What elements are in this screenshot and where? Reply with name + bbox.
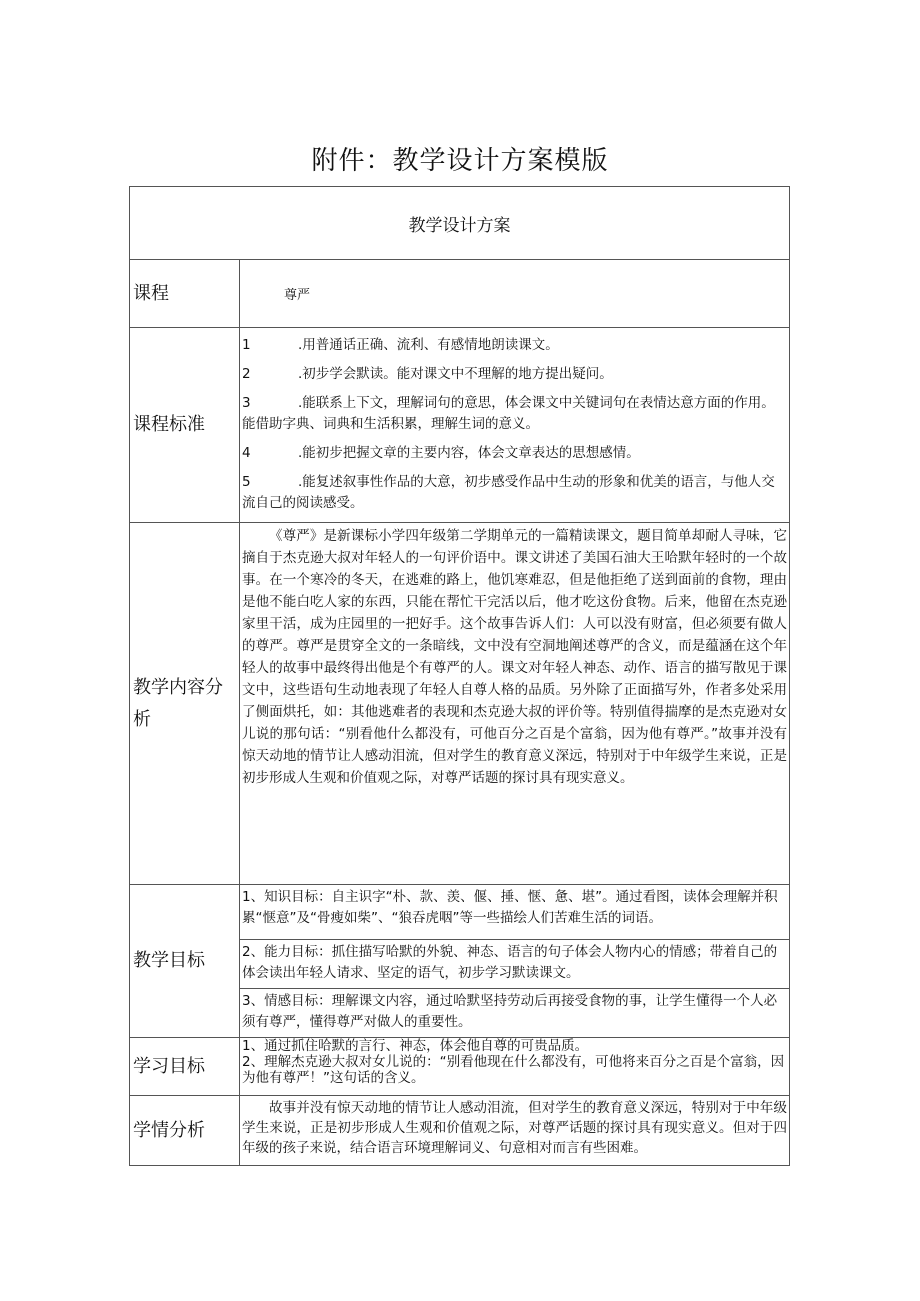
student-analysis-label: 学情分析: [130, 1096, 240, 1166]
teaching-goals-label: 教学目标: [130, 885, 240, 1038]
student-analysis-cell: [240, 1096, 790, 1166]
document-title: 附件：教学设计方案模版: [311, 146, 609, 176]
standard-item: 3 .能联系上下文，理解词句的意思，体会课文中关键词句在表情达意方面的作用。能借助字典、词典和生活积累，理解生词的意义。: [242, 395, 775, 432]
standards-row: [130, 328, 790, 523]
learning-goals-cell: [240, 1038, 790, 1096]
table-header: 教学设计方案: [130, 187, 790, 260]
content-analysis-cell: [240, 523, 790, 885]
course-label: 课程: [130, 260, 240, 328]
standard-item: 2 .初步学会默读。能对课文中不理解的地方提出疑问。: [242, 366, 613, 382]
teaching-goals-cell: [240, 885, 790, 1038]
standard-item: 5 .能复述叙事性作品的大意，初步感受作品中生动的形象和优美的语言，与他人交流自己的阅读感受。: [242, 474, 775, 511]
learning-goal-item: 2、理解杰克逊大叔对女儿说的：“别看他现在什么都没有，可他将来百分之百是个富翁，因为他有尊严！”这句话的含义。: [242, 1054, 785, 1086]
standards-label: 课程标准: [130, 328, 240, 523]
standards-content: [240, 328, 790, 523]
knowledge-goal: 1、知识目标：自主识字“朴、款、羡、偃、捶、惬、惫、堪”。通过看图，读体会理解并积累“惬意”及“骨瘦如柴”、“狼吞虎咽”等一些描绘人们苦难生活的词语。: [242, 889, 778, 926]
content-analysis-label: 教学内容分析: [130, 523, 240, 885]
emotion-goal: 3、情感目标：理解课文内容，通过哈默坚持劳动后再接受食物的事，让学生懂得一个人必须有尊严，懂得尊严对做人的重要性。: [240, 988, 789, 1037]
learning-goals-row: [130, 1038, 790, 1096]
standard-item: 4 .能初步把握文章的主要内容，体会文章表达的思想感情。: [242, 445, 640, 461]
content-analysis-text: 《尊严》是新课标小学四年级第二学期单元的一篇精读课文，题目简单却耐人寻味，它摘自于杰克逊大叔对年轻人的一句评价语中。课文讲述了美国石油大王哈默年轻时的一个故事。在一个寒冷的冬天，在逃难的路上，他饥寒难忍，但是他拒绝了送到面前的食物，理由是他不能白吃人家的东西，只能在帮忙干完活以后，他才吃这份食物。后来，他留在杰克逊家里干活，成为庄园里的一把好手。这个故事告诉人们：人可以没有财富，但必须要有做人的尊严。尊严是贯穿全文的一条暗线，文中没有空洞地阐述尊严的含义，而是蕴涵在这个年轻人的故事中最终得出他是个有尊严的人。课文对年轻人神态、动作、语言的描写散见于课文中，这些语句生动地表现了年轻人自尊人格的品质。另外除了正面描写外，作者多处采用了侧面烘托，如：其他逃难者的表现和杰克逊大叔的评价等。特别值得揣摩的是杰克逊对女儿说的那句话：“别看他什么都没有，可他百分之百是个富翁，因为他有尊严。”故事并没有惊天动地的情节让人感动泪流，但对学生的教育意义深远，特别对于中年级学生来说，正是初步形成人生观和价值观之际，对尊严话题的探讨具有现实意义。: [242, 528, 787, 786]
learning-goals-label: 学习目标: [130, 1038, 240, 1096]
course-value: 尊严: [240, 260, 790, 328]
course-row: [130, 260, 790, 328]
content-analysis-row: [130, 523, 790, 885]
learning-goal-item: 1、通过抓住哈默的言行、神态，体会他自尊的可贵品质。: [242, 1038, 589, 1054]
teaching-goals-row: [130, 885, 790, 1038]
student-analysis-row: [130, 1096, 790, 1166]
table-header-row: [130, 187, 790, 260]
ability-goal: 2、能力目标：抓住描写哈默的外貌、神态、语言的句子体会人物内心的情感；带着自己的体会读出年轻人请求、坚定的语气，初步学习默读课文。: [240, 939, 789, 988]
teaching-plan-table: [129, 186, 790, 1166]
student-analysis-text: 故事并没有惊天动地的情节让人感动泪流，但对学生的教育意义深远，特别对于中年级学生来说，正是初步形成人生观和价值观之际，对尊严话题的探讨具有现实意义。但对于四年级的孩子来说，结合语言环境理解词义、句意相对而言有些困难。: [242, 1100, 787, 1156]
standard-item: 1 .用普通话正确、流利、有感情地朗读课文。: [242, 337, 559, 353]
